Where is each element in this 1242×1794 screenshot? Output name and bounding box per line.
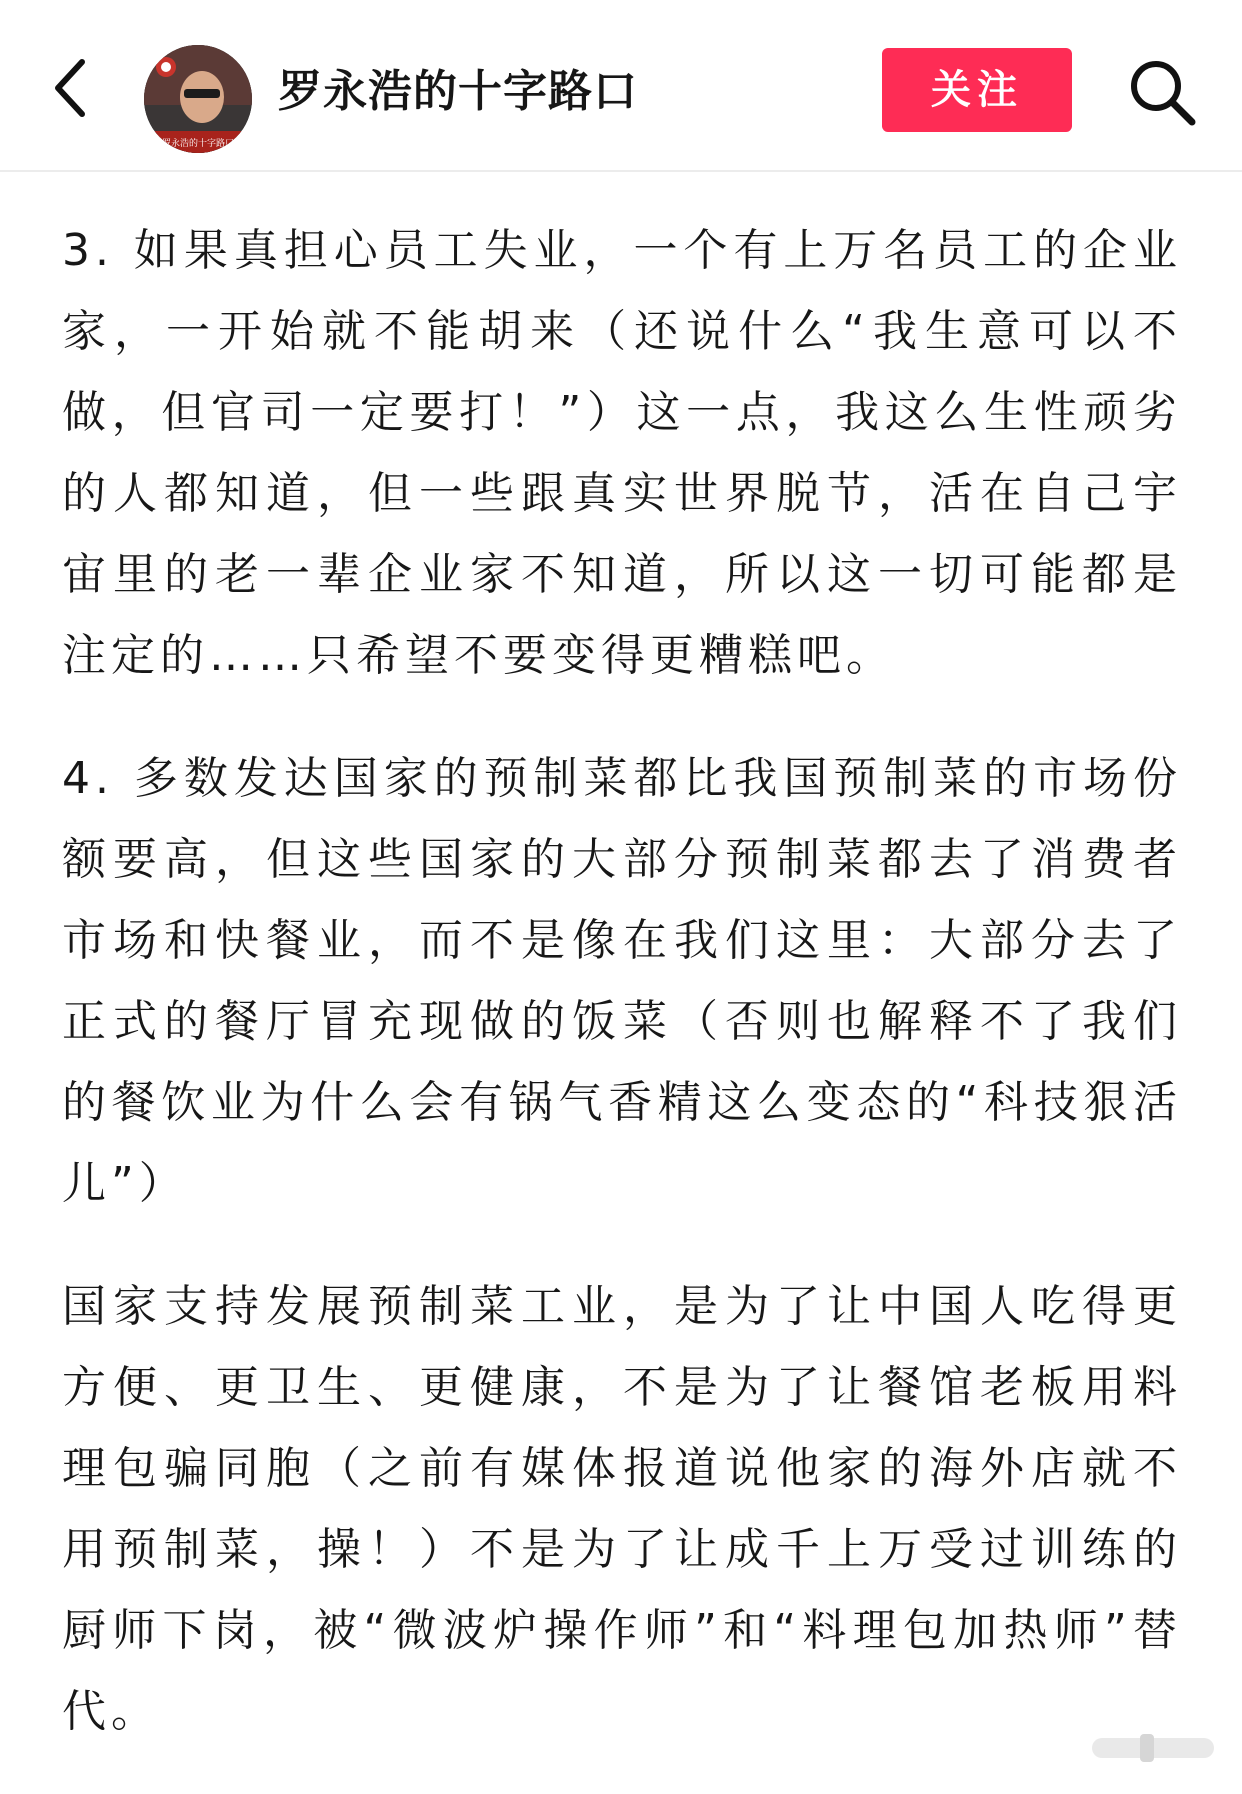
avatar-image xyxy=(144,45,252,153)
scroll-handle-icon xyxy=(1088,1728,1218,1768)
paragraph-conclusion: 国家支持发展预制菜工业，是为了让中国人吃得更方便、更卫生、更健康，不是为了让餐馆老板用料理包骗同胞（之前有媒体报道说他家的海外店就不用预制菜，操！）不是为了让成千上万受过训练的厨师下岗，被“微波炉操作师”和“料理包加热师”替代。 xyxy=(62,1281,1182,1737)
search-icon xyxy=(1126,56,1198,128)
chevron-left-icon xyxy=(44,48,104,128)
back-button[interactable] xyxy=(44,48,104,128)
post-body xyxy=(62,210,1182,1794)
account-name[interactable]: 罗永浩的十字路口 xyxy=(278,66,638,117)
top-bar xyxy=(0,0,1242,172)
follow-button[interactable]: 关注 xyxy=(882,48,1072,132)
search-button[interactable] xyxy=(1126,56,1198,128)
avatar[interactable] xyxy=(144,45,252,153)
paragraph-point-4: 4. 多数发达国家的预制菜都比我国预制菜的市场份额要高，但这些国家的大部分预制菜都去了消费者市场和快餐业，而不是像在我们这里：大部分去了正式的餐厅冒充现做的饭菜（否则也解释不了我们的餐饮业为什么会有锅气香精这么变态的“科技狠活儿”） xyxy=(62,753,1182,1209)
paragraph-point-3: 3. 如果真担心员工失业，一个有上万名员工的企业家，一开始就不能胡来（还说什么“我生意可以不做，但官司一定要打！”）这一点，我这么生性顽劣的人都知道，但一些跟真实世界脱节，活在自己宇宙里的老一辈企业家不知道，所以这一切可能都是注定的……只希望不要变得更糟糕吧。 xyxy=(62,225,1182,681)
scroll-indicator[interactable] xyxy=(1088,1728,1218,1768)
avatar-caption: 罗永浩的十字路口 xyxy=(161,139,235,149)
